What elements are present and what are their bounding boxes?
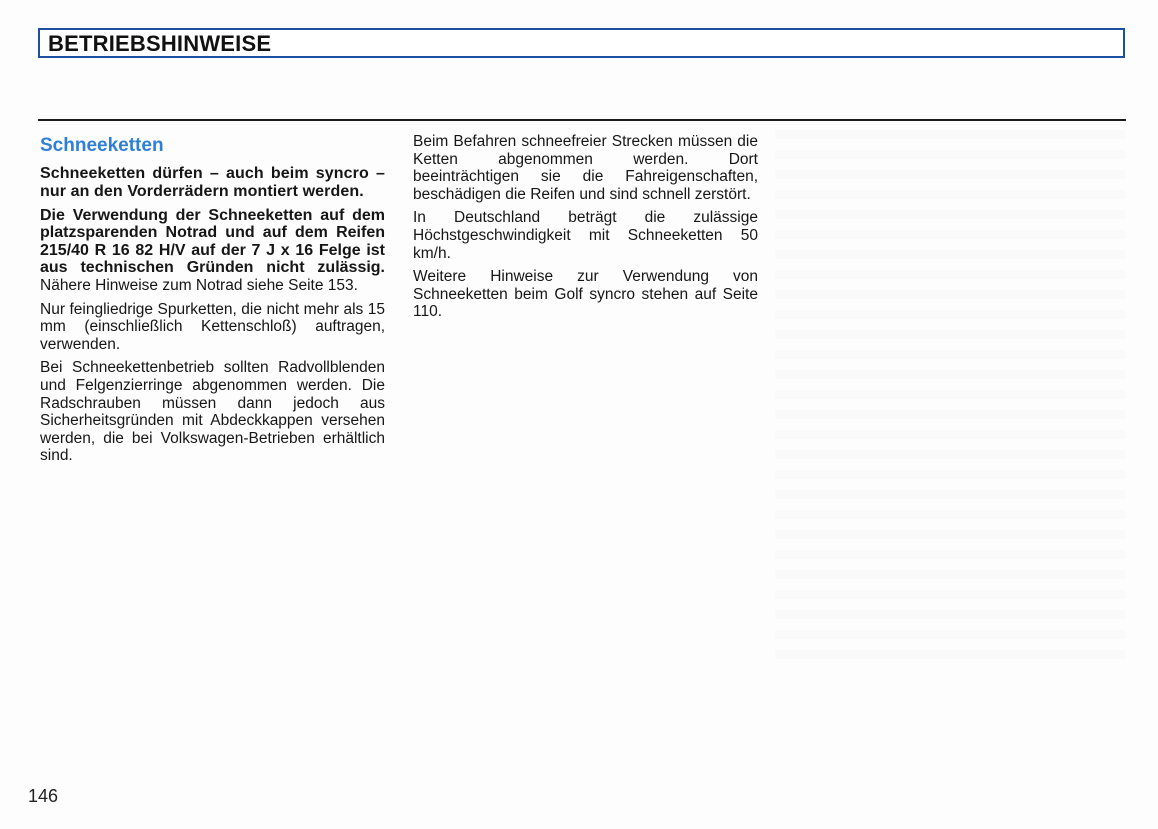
warning-text-bold: Die Verwendung der Schneeketten auf dem platzsparenden Notrad und auf dem Reifen 215/40 R 16 82 H/V auf der 7 J x 16 Felge ist aus technischen Gründen nicht zulässig.	[40, 206, 385, 277]
paragraph-chain-type: Nur feingliedrige Spurketten, die nicht mehr als 15 mm (einschließlich Kettenschloß) auftragen, verwenden.	[40, 300, 385, 353]
page-number: 146	[28, 786, 59, 806]
paragraph-snow-free-roads: Beim Befahren schneefreier Strecken müssen die Ketten abgenommen werden. Dort beeinträchtigen sie die Fahreigenschaften, beschädigen die Reifen und sind schnell zerstört.	[413, 133, 758, 203]
paragraph-speed-limit: In Deutschland beträgt die zulässige Höchstgeschwindigkeit mit Schneeketten 50 km/h.	[413, 209, 758, 262]
warning-paragraph-spare-wheel	[40, 207, 385, 295]
warning-text-tail: Nähere Hinweise zum Notrad siehe Seite 153.	[40, 276, 358, 294]
section-header-title: BETRIEBSHINWEISE	[48, 31, 272, 56]
middle-column	[413, 133, 758, 327]
paragraph-further-notes: Weitere Hinweise zur Verwendung von Schneeketten beim Golf syncro stehen auf Seite 110.	[413, 268, 758, 321]
horizontal-rule	[38, 119, 1126, 121]
section-heading: Schneeketten	[40, 135, 164, 156]
paragraph-hubcaps: Bei Schneekettenbetrieb sollten Radvollblenden und Felgenzierringe abgenommen werden. Die Radschrauben müssen dann jedoch aus Sicherheitsgründen mit Abdeckkappen versehen werden, die bei Volkswagen-Betrieben erhältlich sind.	[40, 359, 385, 465]
show-through-background	[775, 130, 1125, 670]
left-column	[40, 133, 385, 471]
warning-paragraph-front-wheels: Schneeketten dürfen – auch beim syncro – nur an den Vorderrädern montiert werden.	[40, 165, 385, 200]
section-header-box	[38, 28, 1125, 58]
